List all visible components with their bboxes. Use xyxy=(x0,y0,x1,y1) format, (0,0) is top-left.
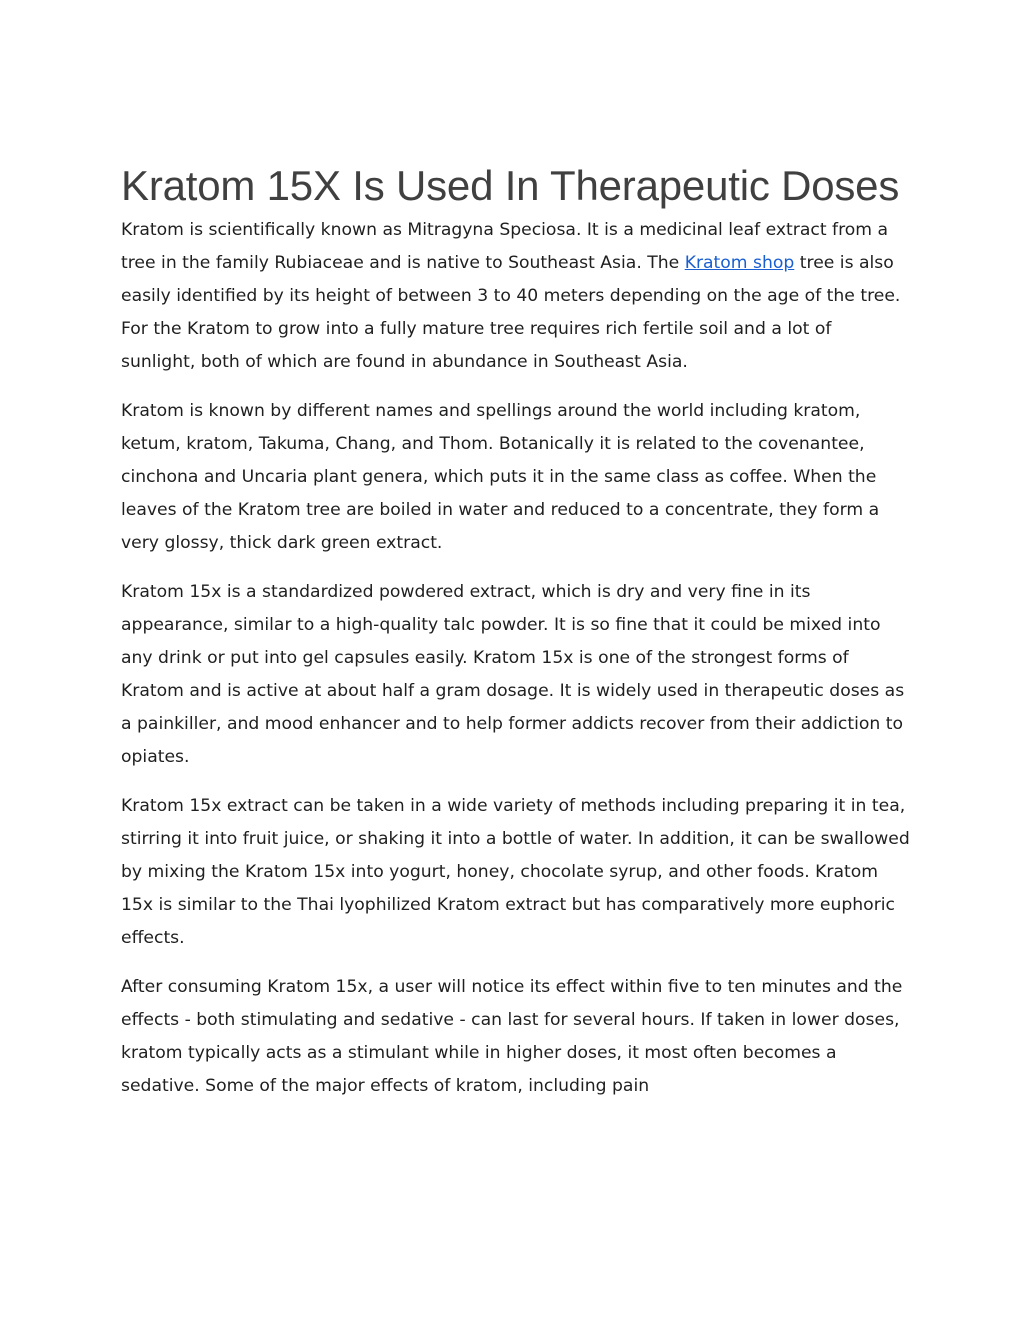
paragraph-1-text-after-link: tree is also easily identified by its height of between 3 to 40 meters depending on the age of the tree. For the Kratom to grow into a fully mature tree requires rich fertile soil and a lot of sunlight, both of which are found in abundance in Southeast Asia. xyxy=(121,253,901,372)
paragraph-2: Kratom is known by different names and spellings around the world including kratom, ketum, kratom, Takuma, Chang, and Thom. Botanically it is related to the covenantee, cinchona and Uncaria plant genera, which puts it in the same class as coffee. When the leaves of the Kratom tree are boiled in water and reduced to a concentrate, they form a very glossy, thick dark green extract. xyxy=(121,401,880,553)
paragraph-4: Kratom 15x extract can be taken in a wide variety of methods including preparing it in tea, stirring it into fruit juice, or shaking it into a bottle of water. In addition, it can be swallowed by mixing the Kratom 15x into yogurt, honey, chocolate syrup, and other foods. Kratom 15x is similar to the Thai lyophilized Kratom extract but has comparatively more euphoric effects. xyxy=(121,796,910,948)
paragraph-3: Kratom 15x is a standardized powdered extract, which is dry and very fine in its appearance, similar to a high-quality talc powder. It is so fine that it could be mixed into any drink or put into gel capsules easily. Kratom 15x is one of the strongest forms of Kratom and is active at about half a gram dosage. It is widely used in therapeutic doses as a painkiller, and mood enhancer and to help former addicts recover from their addiction to opiates. xyxy=(121,582,905,767)
page-title: Kratom 15X Is Used In Therapeutic Doses xyxy=(121,162,900,209)
kratom-shop-link[interactable]: Kratom shop xyxy=(684,253,795,273)
paragraph-5: After consuming Kratom 15x, a user will notice its effect within five to ten minutes and the effects - both stimulating and sedative - can last for several hours. If taken in lower doses, kratom typically acts as a stimulant while in higher doses, it most often becomes a sedative. Some of the major effects of kratom, including pain xyxy=(121,977,903,1096)
paragraph-1 xyxy=(121,214,911,379)
document-body xyxy=(121,160,911,1119)
paragraph-1-text-before-link: Kratom is scientifically known as Mitragyna Speciosa. It is a medicinal leaf extract from a tree in the family Rubiaceae and is native to Southeast Asia. The xyxy=(121,220,889,273)
